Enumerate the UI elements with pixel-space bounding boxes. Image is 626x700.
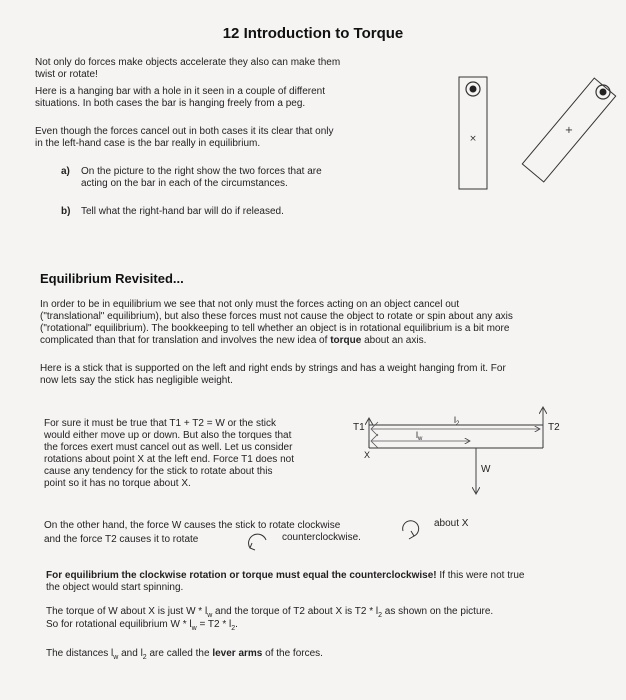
intro-line: situations. In both cases the bar is hanging freely from a peg. xyxy=(35,98,306,109)
section-line: the object would start spinning. xyxy=(46,582,184,593)
section-line: ("rotational" equilibrium). The bookkeeping to tell whether an object is in rotational equilibrium is a bit more xyxy=(40,323,510,334)
question-a-text: On the picture to the right show the two forces that are xyxy=(81,166,322,177)
question-b-label: b) xyxy=(61,206,71,217)
intro-line: in the left-hand case is the bar really in equilibrium. xyxy=(35,138,261,149)
torque-formula-line: So for rotational equilibrium $W * l_w = T2 * l_2$. xyxy=(46,619,238,632)
intro-line: Even though the forces cancel out in both cases it its clear that only xyxy=(35,126,334,137)
section-line: For sure it must be true that T1 + T2 = W or the stick xyxy=(44,418,276,429)
pivot-x-label: X xyxy=(364,450,371,460)
question-b-text: Tell what the right-hand bar will do if released. xyxy=(81,206,284,217)
lever-arms-line: The distances $l_w$ and $l_2$ are called the lever arms of the forces. xyxy=(46,648,323,661)
torque-term: torque xyxy=(330,335,362,346)
w-label: W xyxy=(481,464,491,475)
lw-label: $l_w$ xyxy=(416,430,423,442)
clockwise-rotation-icon xyxy=(403,521,419,539)
section-line: now lets say the stick has negligible weight. xyxy=(40,375,233,386)
section-line: point so it has no torque about X. xyxy=(44,478,191,489)
question-a-label: a) xyxy=(61,166,70,177)
t1-label: T1 xyxy=(353,422,365,433)
intro-line: Not only do forces make objects accelerate they also can make them xyxy=(35,57,341,68)
tilted-bar xyxy=(522,78,615,182)
peg-hole-icon xyxy=(596,85,610,99)
section-line: the forces exert must cancel out as well. Let us consider xyxy=(44,442,293,453)
question-a-text: acting on the bar in each of the circumstances. xyxy=(81,178,288,189)
section-line: complicated than that for translation and involves the new idea of torque about an axis. xyxy=(40,335,427,346)
equilibrium-rule: For equilibrium the clockwise rotation or torque must equal the counterclockwise! If this were not true xyxy=(46,570,525,581)
section-line: and the force T2 causes it to rotate xyxy=(44,534,199,545)
section-line: rotations about point X at the left end. Force T1 does not xyxy=(44,454,294,465)
section-line: would either move up or down. But also the torques that xyxy=(44,430,292,441)
section-line: On the other hand, the force W causes the stick to rotate clockwise xyxy=(44,520,341,531)
center-mark-plus: + xyxy=(564,125,574,136)
center-mark-x: × xyxy=(469,134,477,144)
section-line: Here is a stick that is supported on the left and right ends by strings and has a weight hanging from it. For xyxy=(40,363,506,374)
section-line: cause any tendency for the stick to rotate about this xyxy=(44,466,273,477)
section-line: In order to be in equilibrium we see that not only must the forces acting on an object cancel out xyxy=(40,299,460,310)
torque-formula-line: The torque of W about X is just W * $l_w$ and the torque of T2 about X is $T2 * l_2$ as shown on the picture. xyxy=(46,606,494,619)
peg-icon xyxy=(600,89,607,96)
section-line: ("translational" equilibrium), but also these forces must not cause the object to rotate or spin about any axis xyxy=(40,311,513,322)
peg-icon xyxy=(470,86,477,93)
vertical-bar xyxy=(459,77,487,189)
about-x-label: about X xyxy=(434,518,469,529)
counterclockwise-rotation-icon xyxy=(249,534,266,550)
intro-line: twist or rotate! xyxy=(35,69,98,80)
t2-label: T2 xyxy=(548,422,560,433)
section-line: counterclockwise. xyxy=(282,532,361,543)
intro-line: Here is a hanging bar with a hole in it seen in a couple of different xyxy=(35,86,325,97)
section-heading: Equilibrium Revisited... xyxy=(40,271,184,286)
l2-label: $l_2$ xyxy=(454,415,460,427)
page-title: 12 Introduction to Torque xyxy=(222,25,404,42)
peg-hole-icon xyxy=(466,82,480,96)
